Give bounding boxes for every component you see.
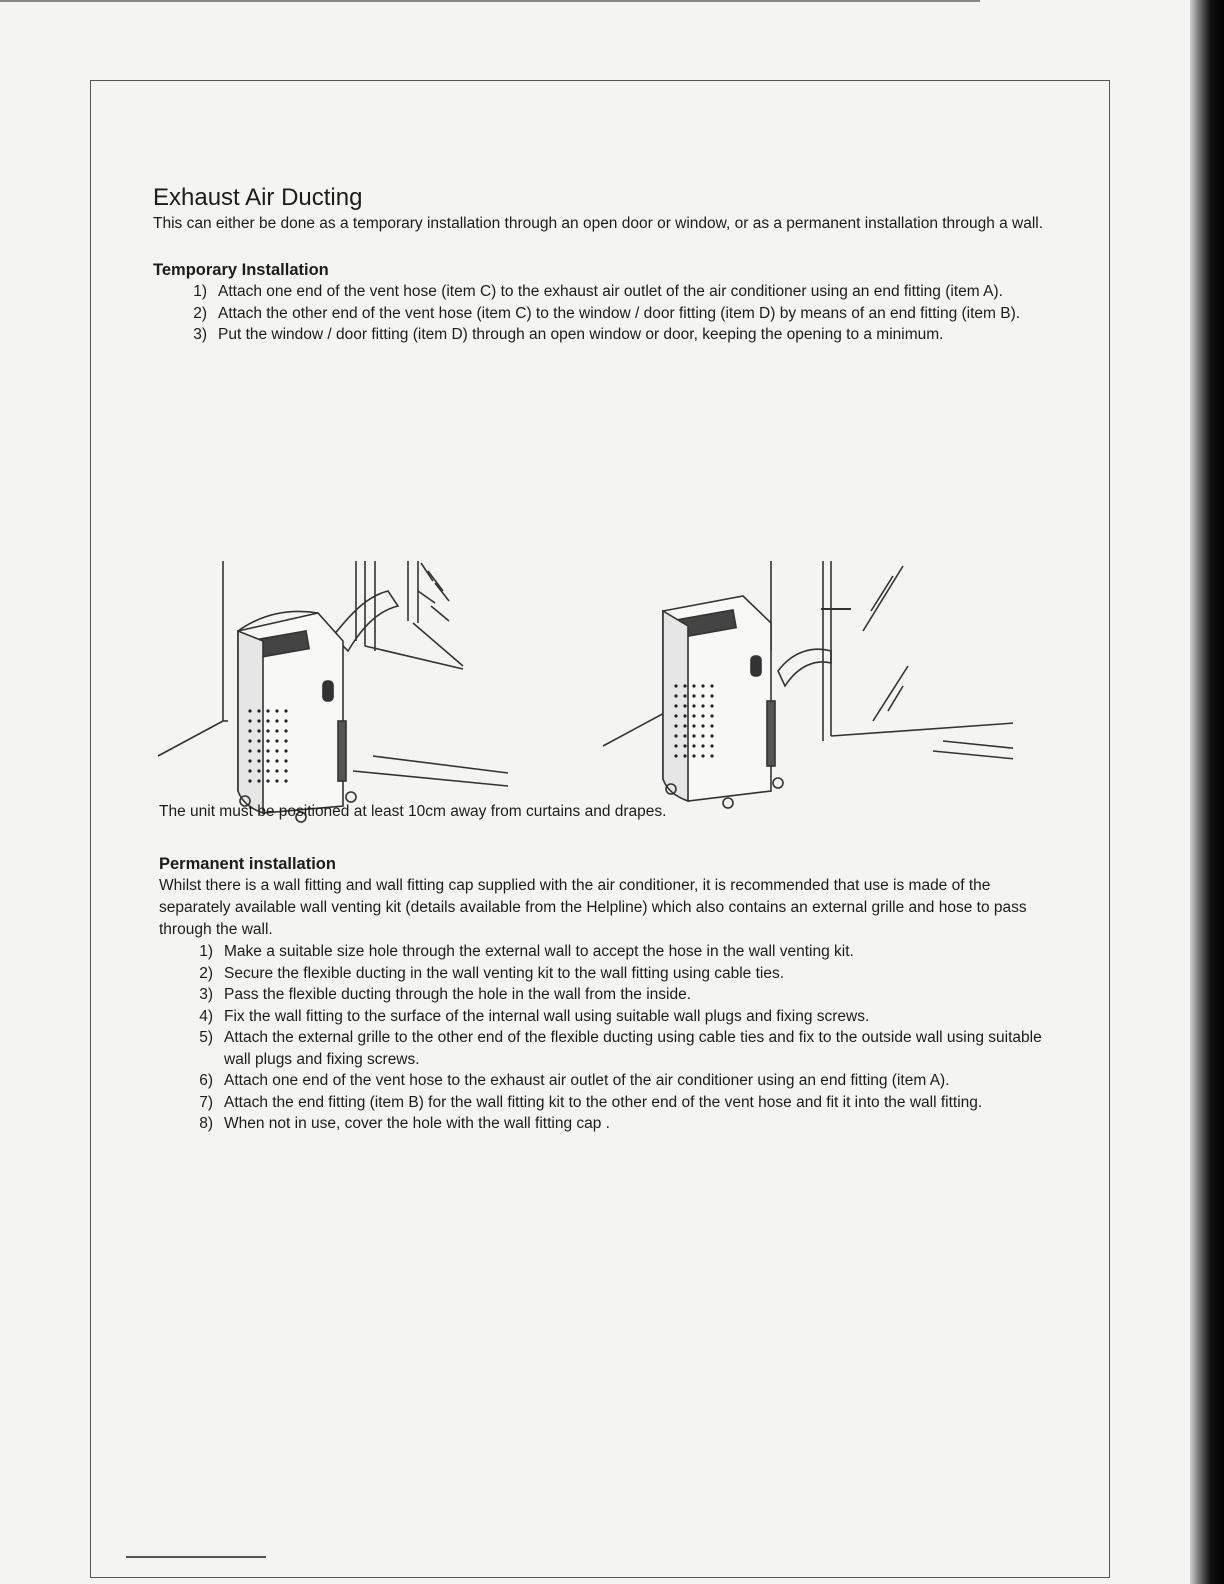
step-number: 5) <box>199 1029 213 1046</box>
step-number: 8) <box>199 1115 213 1132</box>
permanent-steps-list <box>185 941 1049 1135</box>
air-conditioner-door-icon <box>603 561 1013 808</box>
step-number: 1) <box>193 283 207 300</box>
step-text: Attach one end of the vent hose (item C) to the exhaust air outlet of the air conditioner using an end fitting (item A). <box>218 283 1003 300</box>
list-item <box>185 1006 1049 1028</box>
list-item <box>185 963 1049 985</box>
step-text: Attach the other end of the vent hose (item C) to the window / door fitting (item D) by means of an end fitting (item B). <box>218 304 1021 322</box>
intro-paragraph: This can either be done as a temporary installation through an open door or window, or as a permanent installation through a wall. <box>153 215 1044 232</box>
page-title: Exhaust Air Ducting <box>153 184 363 211</box>
temporary-installation-section <box>153 259 1053 346</box>
step-text: Pass the flexible ducting through the hole in the wall from the inside. <box>224 986 691 1003</box>
installation-illustrations <box>153 551 1013 841</box>
step-text: When not in use, cover the hole with the wall fitting cap . <box>224 1115 610 1132</box>
page-top-rule <box>0 0 980 2</box>
list-item <box>185 1070 1049 1092</box>
step-text: Make a suitable size hole through the external wall to accept the hose in the wall venting kit. <box>224 943 854 960</box>
step-number: 3) <box>193 326 207 343</box>
positioning-note: The unit must be positioned at least 10cm away from curtains and drapes. <box>159 803 667 820</box>
footer-rule <box>126 1556 266 1558</box>
step-text: Secure the flexible ducting in the wall venting kit to the wall fitting using cable ties. <box>224 964 785 982</box>
permanent-installation-section <box>159 853 1049 1135</box>
step-text: Attach the end fitting (item B) for the wall fitting kit to the other end of the vent hose and fit it into the wall fitting. <box>224 1093 983 1111</box>
step-text: Fix the wall fitting to the surface of the internal wall using suitable wall plugs and fixing screws. <box>224 1007 870 1025</box>
list-item <box>179 324 1053 346</box>
scan-page-edge <box>1190 0 1224 1584</box>
air-conditioner-window-icon <box>158 561 508 822</box>
list-item <box>185 1092 1049 1114</box>
step-number: 6) <box>199 1072 213 1089</box>
step-number: 2) <box>199 964 213 982</box>
step-text: Attach one end of the vent hose to the exhaust air outlet of the air conditioner using an end fitting (item A). <box>224 1072 950 1089</box>
list-item <box>185 1113 1049 1135</box>
list-item <box>185 1027 1049 1070</box>
main-content <box>153 183 1053 346</box>
step-number: 7) <box>199 1093 213 1111</box>
list-item <box>185 984 1049 1006</box>
temporary-installation-heading: Temporary Installation <box>153 261 329 279</box>
step-number: 1) <box>199 943 213 960</box>
permanent-installation-heading: Permanent installation <box>159 855 336 873</box>
step-number: 4) <box>199 1007 213 1025</box>
list-item <box>185 941 1049 963</box>
temporary-steps-list <box>179 281 1053 346</box>
page-frame <box>90 80 1110 1578</box>
list-item <box>179 303 1053 325</box>
list-item <box>179 281 1053 303</box>
step-number: 3) <box>199 986 213 1003</box>
permanent-intro-paragraph: Whilst there is a wall fitting and wall fitting cap supplied with the air conditioner, it is recommended that use is made of the separately available wall venting kit (details available from the Helpline) which also contains an external grille and hose to pass through the wall. <box>159 877 1027 938</box>
step-text: Attach the external grille to the other end of the flexible ducting using cable ties and fix to the outside wall using suitable wall plugs and fixing screws. <box>224 1029 1042 1068</box>
step-number: 2) <box>193 304 207 322</box>
step-text: Put the window / door fitting (item D) through an open window or door, keeping the opening to a minimum. <box>218 326 944 343</box>
